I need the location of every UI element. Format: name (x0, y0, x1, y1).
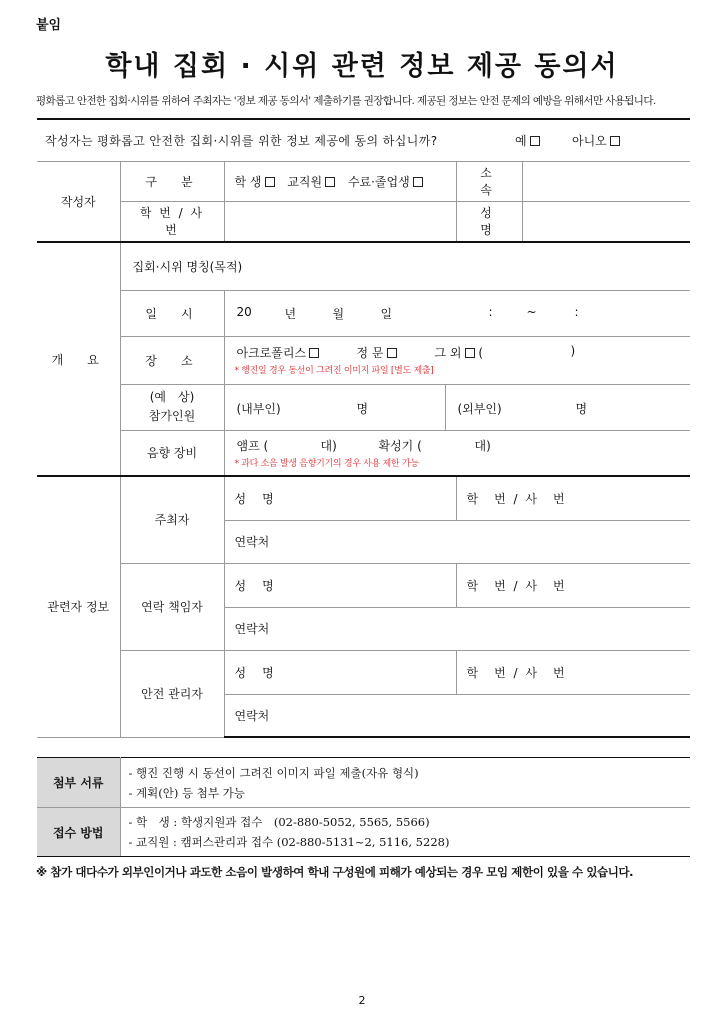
consent-yes-option[interactable] (515, 132, 540, 149)
category-label: 구 분 (120, 161, 224, 201)
attachment-docs-line: - 계획(안) 등 첨부 가능 (128, 785, 245, 800)
datetime-end-colon: : (574, 305, 579, 319)
option-graduate-checkbox[interactable] (413, 177, 423, 187)
place-other-checkbox[interactable] (465, 348, 475, 358)
option-graduate[interactable] (348, 175, 423, 189)
place-note: * 행진일 경우 동선이 그려진 이미지 파일 [별도 제출] (234, 366, 434, 376)
speaker-label: 확성기 ( (378, 438, 422, 453)
place-option-other[interactable] (435, 344, 484, 361)
contact-person-contact-field[interactable]: 연락처 (224, 607, 690, 650)
safety-manager-role-label: 안전 관리자 (120, 650, 224, 737)
consent-no-option[interactable] (572, 132, 620, 149)
category-options (224, 161, 456, 201)
affiliation-label: 소 속 (456, 161, 522, 201)
submission-method-line: - 교직원 : 캠퍼스관리과 접수 (02-880-5131~2, 5116, 5228) (128, 835, 450, 849)
datetime-field[interactable] (224, 290, 690, 336)
option-staff-label: 교직원 (287, 174, 323, 189)
option-student-label: 학 생 (234, 174, 262, 189)
footer-note: ※ 참가 대다수가 외부인이거나 과도한 소음이 발생하여 학내 구성원에 피해가 예상되는 경우 모임 제한이 있을 수 있습니다. (36, 865, 634, 879)
place-option-gate[interactable] (357, 344, 397, 361)
participants-label-line2: 참가인원 (148, 409, 196, 423)
submission-method-line: - 학 생 : 학생지원과 접수 (02-880-5052, 5565, 5566) (128, 815, 430, 829)
place-other-paren-close: ) (570, 344, 576, 358)
organizer-contact-field[interactable]: 연락처 (224, 520, 690, 563)
place-option-other-label: 그 외 (434, 346, 462, 360)
attachment-label: 붙임 (36, 18, 62, 33)
consent-yes-checkbox[interactable] (530, 136, 540, 146)
datetime-range-tilde: ~ (526, 305, 537, 319)
page-title: 학내 집회 · 시위 관련 정보 제공 동의서 (105, 51, 619, 82)
place-field (224, 336, 690, 384)
sound-equipment-label: 음향 장비 (120, 430, 224, 476)
option-student-checkbox[interactable] (265, 177, 275, 187)
organizer-name-field[interactable]: 성 명 (224, 476, 456, 520)
attachments-table (37, 757, 690, 857)
affiliation-field[interactable] (522, 161, 690, 201)
contact-person-name-field[interactable]: 성 명 (224, 563, 456, 607)
internal-unit: 명 (356, 401, 369, 416)
consent-row (37, 119, 690, 161)
sound-note: * 과다 소음 발생 음향기기의 경우 사용 제한 가능 (234, 458, 419, 469)
datetime-month-unit: 월 (332, 307, 345, 321)
consent-yes-label: 예 (515, 133, 527, 148)
option-staff[interactable] (287, 175, 335, 189)
consent-no-label: 아니오 (572, 133, 607, 148)
author-id-label: 학 번 / 사 번 (120, 201, 224, 242)
speaker-unit: 대) (474, 438, 491, 453)
consent-question: 작성자는 평화롭고 안전한 집회·시위를 위한 정보 제공에 동의 하십니까? (45, 133, 438, 148)
persons-section-label: 관련자 정보 (37, 476, 120, 737)
external-participants-field[interactable] (445, 384, 690, 430)
option-graduate-label: 수료·졸업생 (347, 174, 410, 189)
datetime-label: 일 시 (120, 290, 224, 336)
datetime-day-unit: 일 (380, 307, 393, 321)
place-option-acropolis-label: 아크로폴리스 (236, 346, 307, 360)
author-id-field[interactable] (224, 201, 456, 242)
external-label: (외부인) (457, 401, 502, 416)
consent-form-table (37, 118, 690, 738)
author-name-field[interactable] (522, 201, 690, 242)
place-gate-checkbox[interactable] (387, 348, 397, 358)
safety-manager-name-field[interactable]: 성 명 (224, 650, 456, 694)
author-section-label: 작성자 (37, 161, 120, 242)
event-name-label[interactable]: 집회·시위 명칭(목적) (120, 242, 690, 290)
datetime-year-prefix: 20 (236, 305, 252, 319)
submission-method-content (120, 808, 690, 857)
internal-label: (내부인) (236, 401, 281, 416)
organizer-id-field[interactable]: 학 번 / 사 번 (456, 476, 690, 520)
amp-unit: 대) (320, 438, 337, 453)
contact-person-role-label: 연락 책임자 (120, 563, 224, 650)
amp-label: 앰프 ( (236, 438, 269, 453)
consent-no-checkbox[interactable] (610, 136, 620, 146)
sound-equipment-field[interactable] (224, 430, 690, 476)
page-number: 2 (358, 994, 366, 1007)
organizer-role-label: 주최자 (120, 476, 224, 563)
participants-label (120, 384, 224, 430)
option-staff-checkbox[interactable] (325, 177, 335, 187)
attachment-docs-label: 첨부 서류 (37, 758, 120, 808)
safety-manager-contact-field[interactable]: 연락처 (224, 694, 690, 737)
place-acropolis-checkbox[interactable] (309, 348, 319, 358)
external-unit: 명 (575, 401, 588, 416)
datetime-start-colon: : (488, 305, 493, 319)
place-option-acropolis[interactable] (237, 344, 320, 361)
attachment-docs-line: - 행진 진행 시 동선이 그려진 이미지 파일 제출(자유 형식) (128, 765, 419, 780)
place-option-gate-label: 정 문 (356, 346, 384, 360)
place-other-paren-open: ( (478, 346, 484, 360)
submission-method-label: 접수 방법 (37, 808, 120, 857)
participants-label-line1: (예 상) (149, 390, 195, 404)
safety-manager-id-field[interactable]: 학 번 / 사 번 (456, 650, 690, 694)
overview-section-label: 개 요 (37, 242, 120, 476)
attachment-docs-content (120, 758, 690, 808)
option-student[interactable] (235, 175, 275, 189)
place-label: 장 소 (120, 336, 224, 384)
internal-participants-field[interactable] (224, 384, 445, 430)
datetime-year-unit: 년 (284, 307, 297, 321)
page-subtitle: 평화롭고 안전한 집회·시위를 위하여 주최자는 '정보 제공 동의서' 제출하기를 권장합니다. 제공된 정보는 안전 문제의 예방을 위해서만 사용됩니다. (36, 95, 656, 107)
contact-person-id-field[interactable]: 학 번 / 사 번 (456, 563, 690, 607)
author-name-label: 성 명 (456, 201, 522, 242)
